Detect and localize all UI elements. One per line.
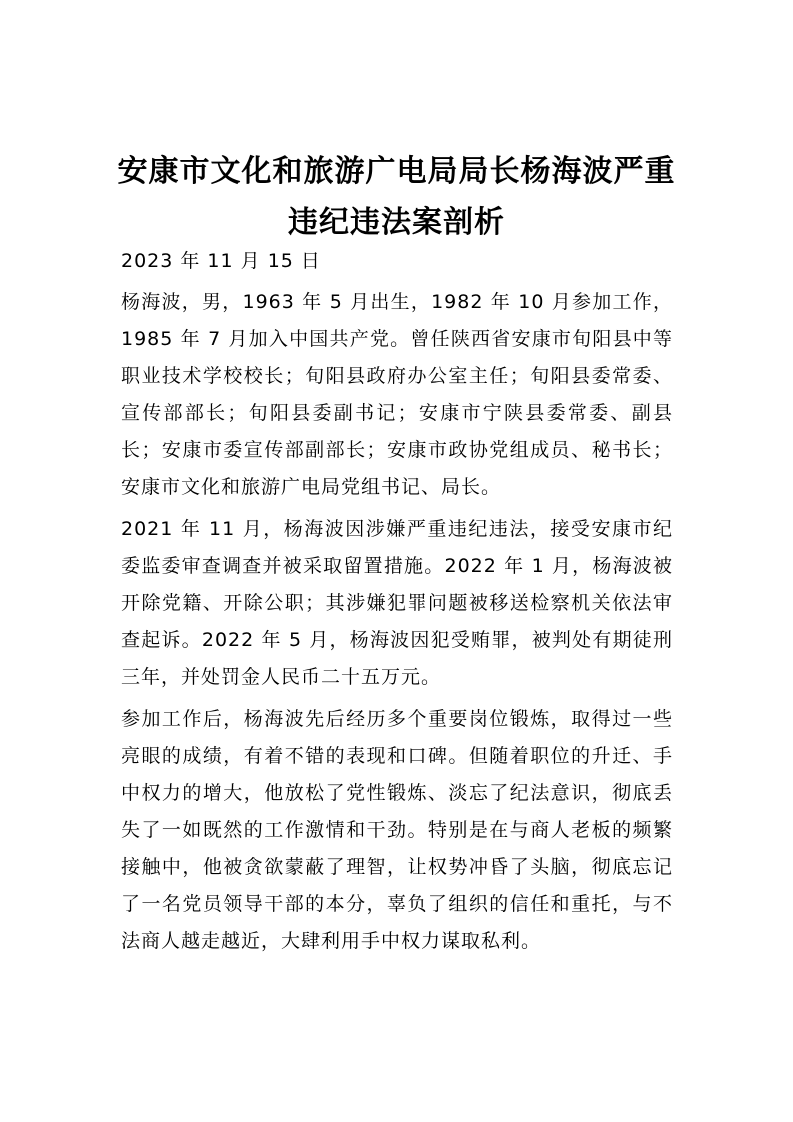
paragraph-analysis: 参加工作后，杨海波先后经历多个重要岗位锻炼，取得过一些亮眼的成绩，有着不错的表现和口碑。但随着职位的升迁、手中权力的增大，他放松了党性锻炼、淡忘了纪法意识，彻底丢失了一如既然的工作激情和干劲。特别是在与商人老板的频繁接触中，他被贪欲蒙蔽了理智，让权势冲昏了头脑，彻底忘记了一名党员领导干部的本分，辜负了组织的信任和重托，与不法商人越走越近，大肆利用手中权力谋取私利。 — [121, 708, 673, 952]
title-line-1: 安康市文化和旅游广电局局长杨海波严重 — [117, 154, 676, 190]
document-title — [100, 146, 693, 248]
document-date: 2023 年 11 月 15 日 — [121, 250, 321, 272]
paragraph-investigation: 2021 年 11 月，杨海波因涉嫌严重违纪违法，接受安康市纪委监委审查调查并被采取留置措施。2022 年 1 月，杨海波被开除党籍、开除公职；其涉嫌犯罪问题被移送检察机关依法审查起诉。2022 年 5 月，杨海波因犯受贿罪，被判处有期徒刑三年，并处罚金人民币二十五万元。 — [121, 518, 673, 688]
document-body — [121, 243, 673, 965]
paragraph-biography: 杨海波，男，1963 年 5 月出生，1982 年 10 月参加工作，1985 年 7 月加入中国共产党。曾任陕西省安康市旬阳县中等职业技术学校校长；旬阳县政府办公室主任；旬阳县委常委、宣传部部长；旬阳县委副书记；安康市宁陕县委常委、副县长；安康市委宣传部副部长；安康市政协党组成员、秘书长；安康市文化和旅游广电局党组书记、局长。 — [121, 291, 673, 498]
title-line-2: 违纪违法案剖析 — [288, 205, 505, 241]
